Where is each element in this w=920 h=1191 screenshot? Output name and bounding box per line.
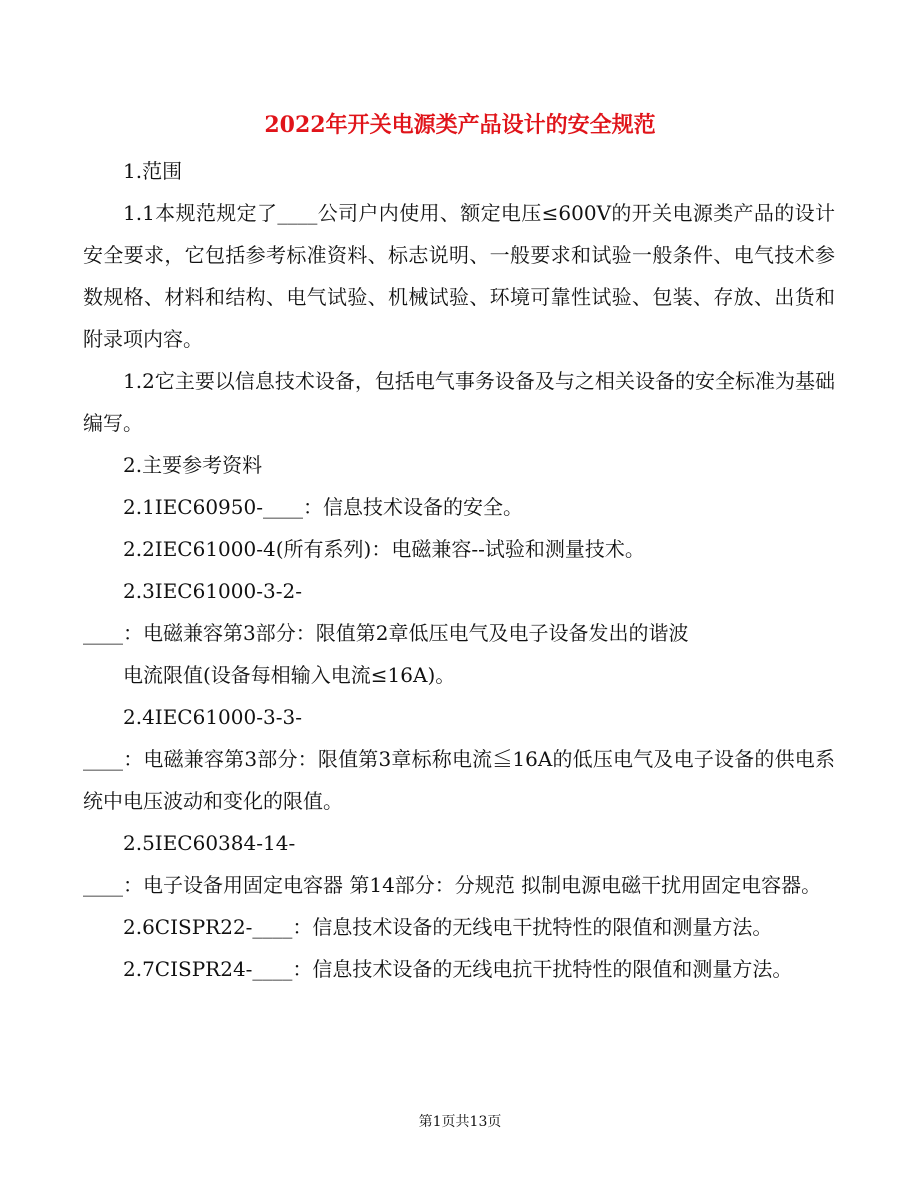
paragraph: ____：电磁兼容第3部分：限值第3章标称电流≦16A的低压电气及电子设备的供电系统中电压波动和变化的限值。: [83, 747, 835, 813]
paragraph: 2.6CISPR22-____：信息技术设备的无线电干扰特性的限值和测量方法。: [123, 915, 773, 939]
paragraph: ____：电磁兼容第3部分：限值第2章低压电气及电子设备发出的谐波: [83, 621, 689, 645]
paragraph: 2.4IEC61000-3-3-: [123, 705, 302, 729]
document-title: 2022年开关电源类产品设计的安全规范: [264, 112, 656, 138]
paragraph: 电流限值(设备每相输入电流≤16A)。: [123, 663, 456, 687]
paragraph: 1.范围: [123, 159, 183, 183]
document-body: [83, 150, 835, 990]
paragraph: 2.7CISPR24-____：信息技术设备的无线电抗干扰特性的限值和测量方法。: [123, 957, 793, 981]
paragraph: 2.1IEC60950-____：信息技术设备的安全。: [123, 495, 523, 519]
paragraph: 1.2它主要以信息技术设备，包括电气事务设备及与之相关设备的安全标准为基础编写。: [83, 369, 835, 435]
paragraph: ____：电子设备用固定电容器 第14部分：分规范 拟制电源电磁干扰用固定电容器。: [83, 873, 822, 897]
paragraph: 2.5IEC60384-14-: [123, 831, 296, 855]
paragraph: 2.3IEC61000-3-2-: [123, 579, 302, 603]
paragraph: 1.1本规范规定了____公司户内使用、额定电压≤600V的开关电源类产品的设计安全要求，它包括参考标准资料、标志说明、一般要求和试验一般条件、电气技术参数规格、材料和结构、电气试验、机械试验、环境可靠性试验、包装、存放、出货和附录项内容。: [83, 201, 835, 351]
paragraph: 2.2IEC61000-4(所有系列)：电磁兼容--试验和测量技术。: [123, 537, 645, 561]
page-number: 第1页共13页: [418, 1114, 502, 1130]
paragraph: 2.主要参考资料: [123, 453, 263, 477]
